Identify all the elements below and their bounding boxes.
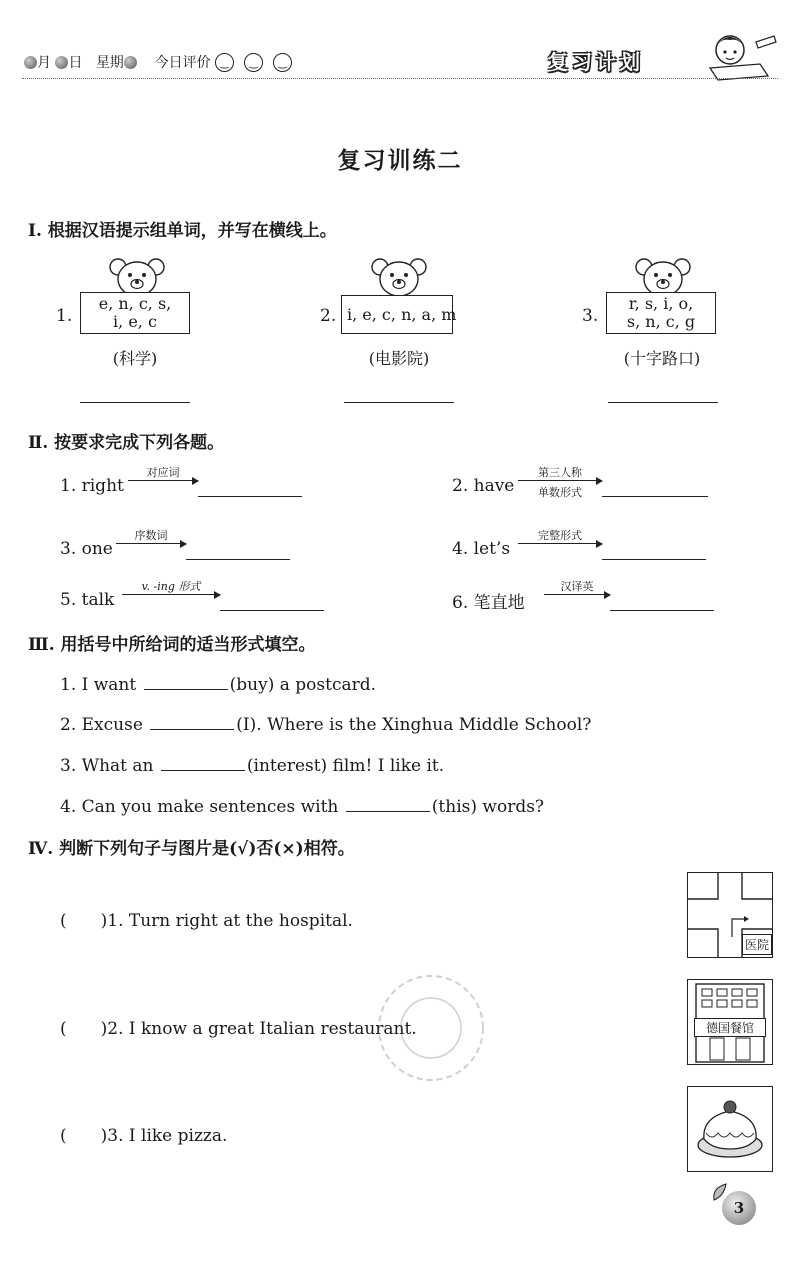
arrow-label: 第三人称 [538,466,582,479]
letters-line: r, s, i, o, [628,294,694,313]
letters-line: s, n, c, g [626,312,696,331]
sentence-start: 3. What an [60,756,154,776]
smiley-icon[interactable]: ‿ [215,53,234,72]
weekday-label: 星期 [95,55,124,71]
girl-reading-icon [690,28,780,83]
header-divider [22,78,778,79]
q3-4 [60,793,544,817]
q2-6 [452,588,525,613]
q3-1 [60,671,376,695]
arrow-4 [518,527,602,544]
answer-blank-2-6[interactable] [610,610,714,611]
cake-icon [688,1087,772,1171]
q2-4 [452,539,510,559]
weekday-dot-icon [124,56,137,69]
bear-head-icon [634,255,692,297]
answer-blank-2-4[interactable] [602,559,706,560]
q3-3 [60,752,444,776]
arrow-label-below: 单数形式 [538,486,582,499]
watermark-seal [356,960,506,1090]
crossroads-picture [687,872,773,958]
arrow-right-icon [518,480,602,481]
page-title: 复习训练二 [337,147,463,174]
smiley-icon[interactable]: ‿ [273,53,292,72]
section-2-heading: Ⅱ. 按要求完成下列各题。 [28,433,225,453]
letter-box-1 [80,292,190,334]
letter-box-2 [341,295,457,334]
q3-2 [60,711,591,735]
q4-3[interactable]: ( )3. I like pizza. [60,1126,228,1146]
arrow-right-icon [128,480,198,481]
evaluation-label: 今日评价 [154,55,211,71]
cake-picture [687,1086,773,1172]
review-plan-banner: 复习计划 [548,50,644,74]
month-dot-icon [24,56,37,69]
hint-cinema: (电影院) [368,349,430,368]
arrow-right-icon [122,594,220,595]
answer-blank-2-3[interactable] [186,559,290,560]
section-3-heading: Ⅲ. 用括号中所给词的适当形式填空。 [28,635,316,655]
hint-science: (科学) [112,349,158,368]
sentence-start: 1. I want [60,675,137,695]
page-header [24,52,302,72]
fill-blank-3-2[interactable] [150,711,234,730]
q4-2[interactable]: ( )2. I know a great Italian restaurant. [60,1019,417,1039]
sentence-start: 4. Can you make sentences with [60,797,339,817]
answer-blank-2-1[interactable] [198,496,302,497]
question-text: 1. right [60,476,124,496]
letters-line: i, e, c, n, a, m [347,305,457,324]
arrow-2 [518,464,602,500]
hospital-label: 医院 [742,934,772,955]
smiley-icon[interactable]: ‿ [244,53,263,72]
q2-2 [452,476,514,496]
arrow-3 [116,527,186,544]
sentence-end: (buy) a postcard. [229,675,377,695]
day-label: 日 [68,55,83,71]
letters-line: e, n, c, s, [98,294,172,313]
answer-blank-2-5[interactable] [220,610,324,611]
arrow-right-icon [518,543,602,544]
section-1-heading: Ⅰ. 根据汉语提示组单词，并写在横线上。 [28,221,337,241]
question-text: 3. one [60,539,113,559]
page-number: 3 [722,1191,756,1225]
question-text: 2. have [452,476,515,496]
fill-blank-3-4[interactable] [346,793,430,812]
arrow-1 [128,464,198,481]
fill-blank-3-3[interactable] [161,752,245,771]
letters-line: i, e, c [113,312,157,331]
answer-blank-2[interactable] [344,402,454,403]
arrow-right-icon [116,543,186,544]
fill-blank-3-1[interactable] [144,671,228,690]
arrow-label: 对应词 [146,466,180,479]
restaurant-sign: 德国餐馆 [694,1018,766,1037]
bear-head-icon [108,255,166,297]
restaurant-picture [687,979,773,1065]
sentence-end: (this) words? [431,797,545,817]
q2-1 [60,476,124,496]
arrow-6 [544,578,610,595]
letter-box-3 [606,292,716,334]
item-1-number: 1. [56,306,73,326]
hint-crossroads: (十字路口) [623,349,701,368]
arrow-label: 序数词 [134,529,168,542]
arrow-label: 汉译英 [560,580,594,593]
q4-1[interactable]: ( )1. Turn right at the hospital. [60,911,353,931]
month-label: 月 [37,55,51,71]
question-text: 4. let’s [452,539,511,559]
arrow-label: 完整形式 [538,529,582,542]
arrow-label: v. -ing 形式 [141,580,201,593]
sentence-end: (I). Where is the Xinghua Middle School? [236,715,592,735]
question-text: 6. 笔直地 [452,593,525,613]
q2-5 [60,590,114,610]
item-3-number: 3. [582,306,599,326]
arrow-5 [122,578,220,595]
bear-head-icon [370,255,428,297]
question-text: 5. talk [60,590,115,610]
answer-blank-1[interactable] [80,402,190,403]
sentence-end: (interest) film! I like it. [246,756,445,776]
sentence-start: 2. Excuse [60,715,143,735]
answer-blank-2-2[interactable] [602,496,708,497]
q2-3 [60,539,113,559]
arrow-right-icon [544,594,610,595]
item-2-number: 2. [320,306,337,326]
answer-blank-3[interactable] [608,402,718,403]
section-4-heading: Ⅳ. 判断下列句子与图片是(√)否(×)相符。 [28,839,355,859]
day-dot-icon [55,56,68,69]
